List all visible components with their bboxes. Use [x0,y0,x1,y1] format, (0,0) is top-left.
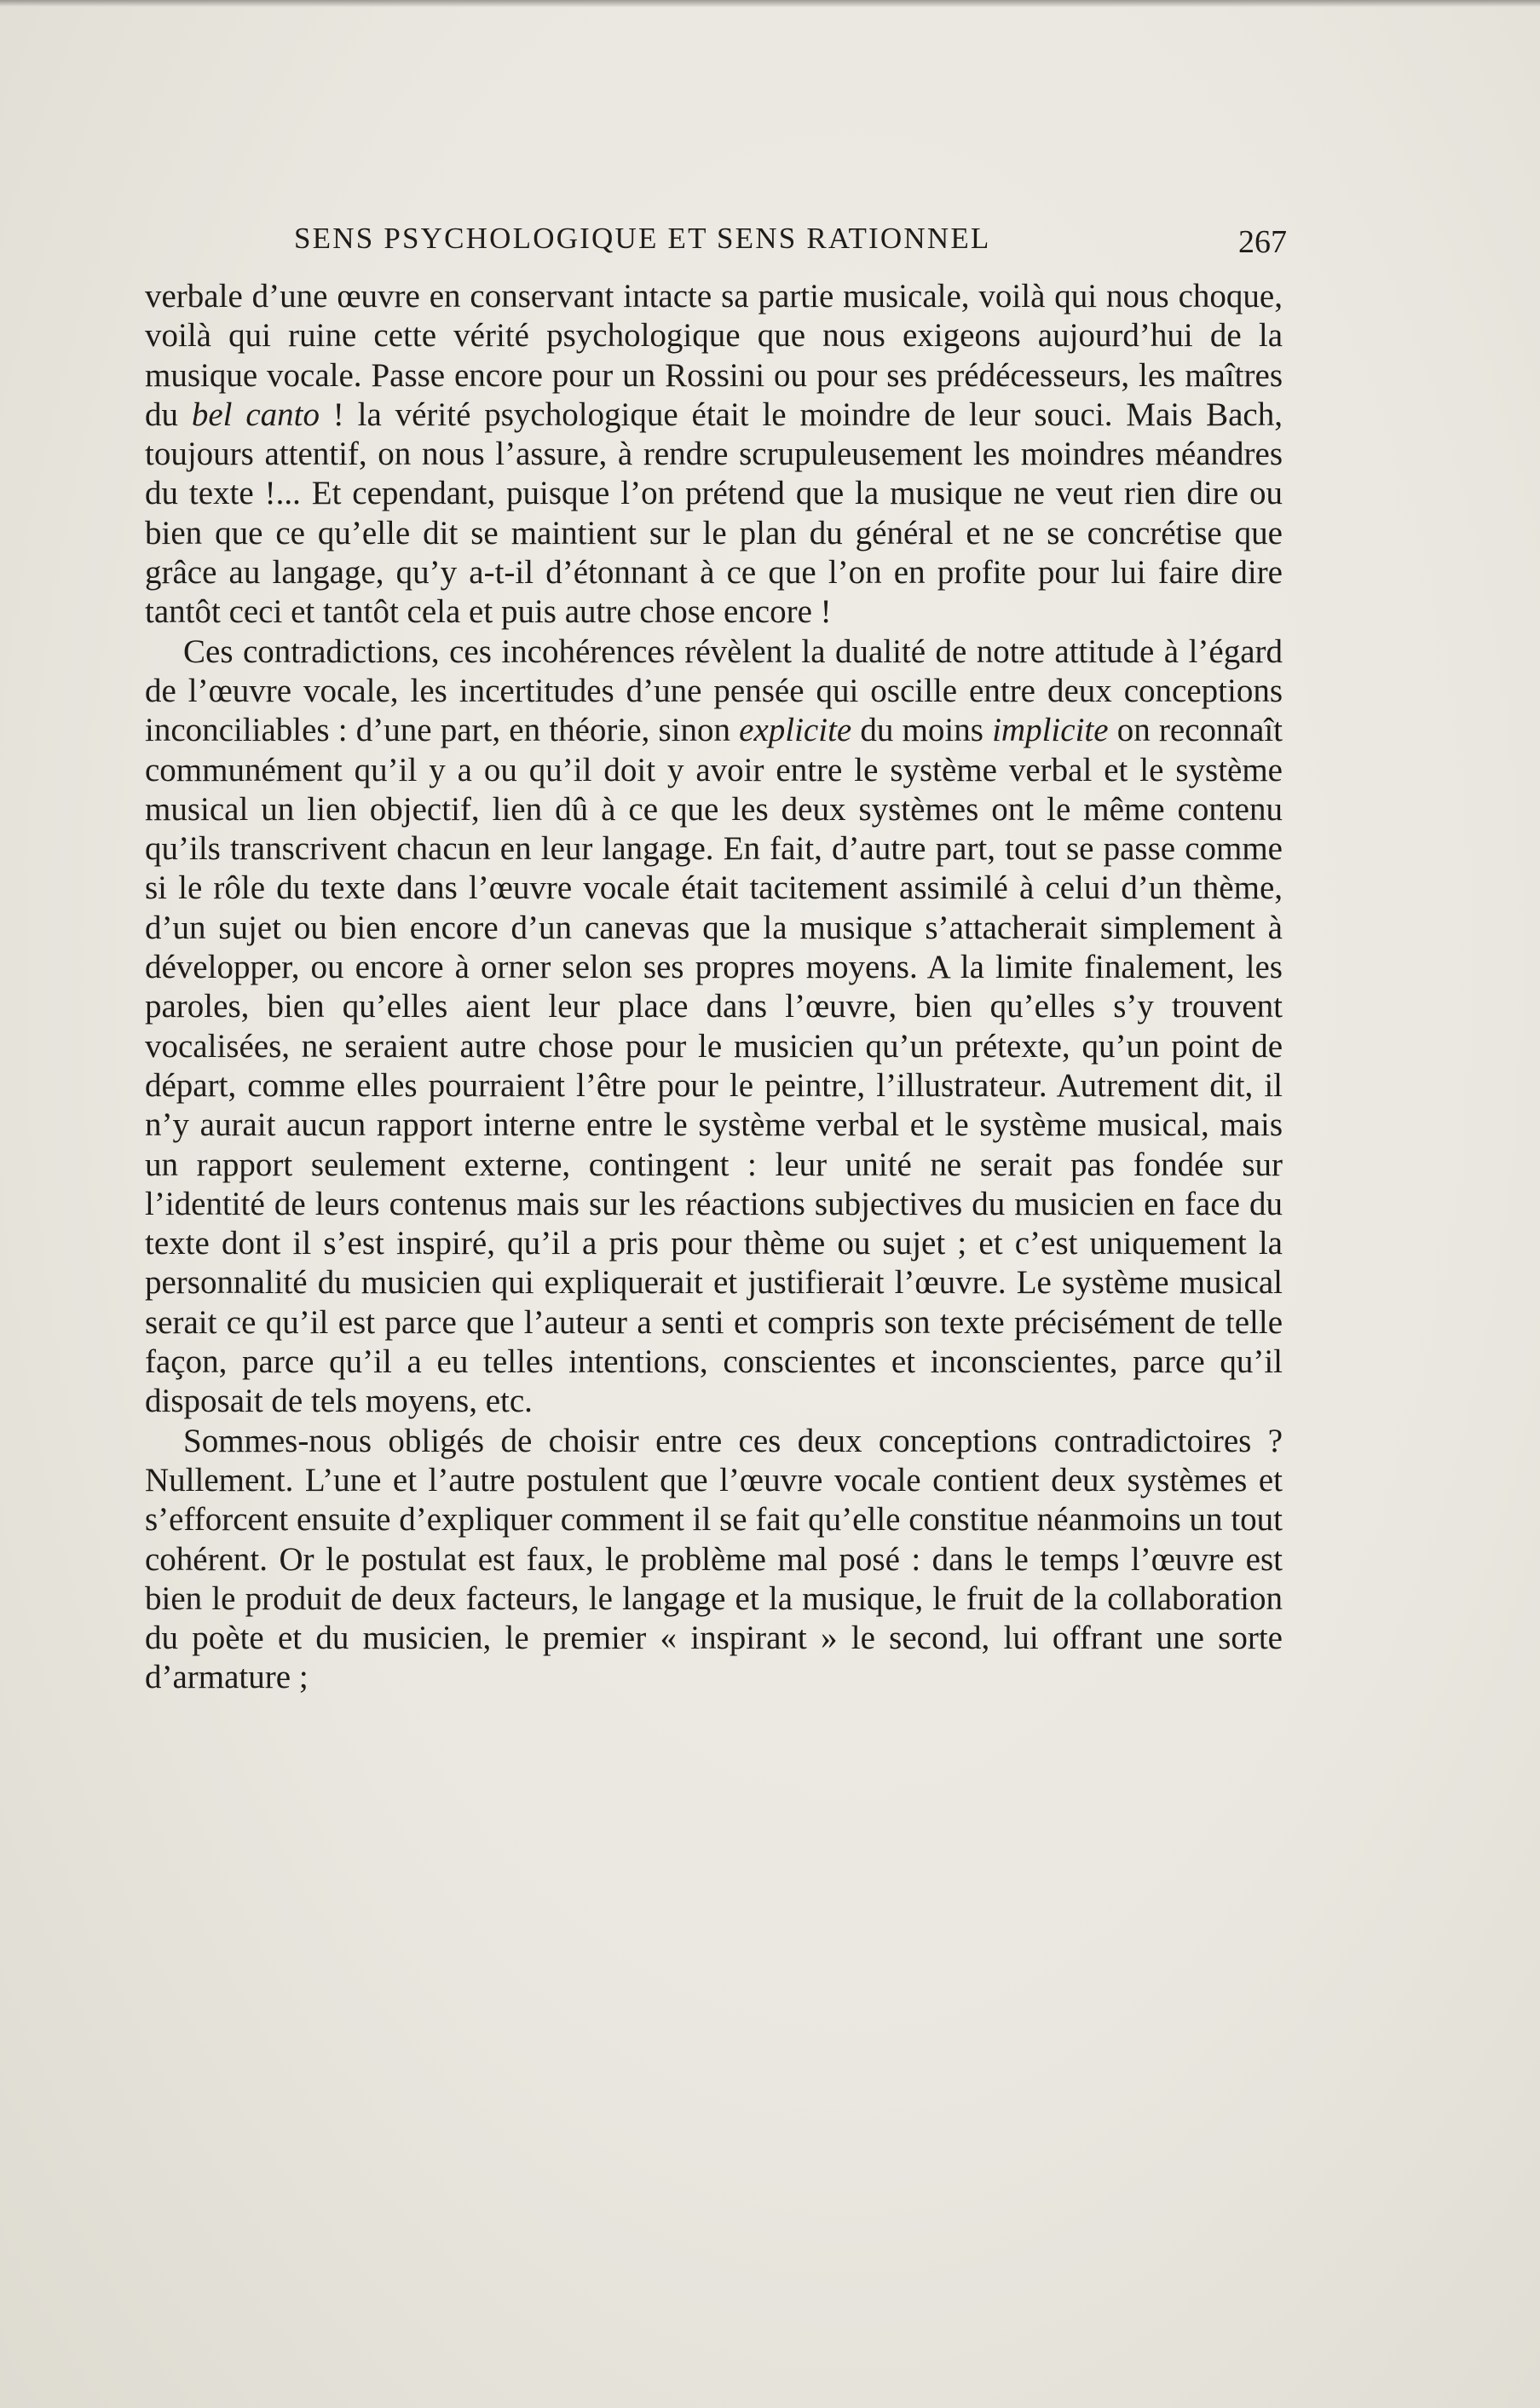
paragraph-2-italic-implicite: implicite [992,712,1109,749]
page-number: 267 [1238,224,1287,260]
body-text [145,277,1283,1698]
paragraph-1-italic-bel-canto: bel canto [191,396,320,433]
paragraph-3-text: Sommes-nous obligés de choisir entre ces deux conceptions contradictoires ? Nullement. L’une et l’autre postulent que l’œuvre vocale contient deux systèmes et s’efforcent ensuite d’expliquer comment il se fait qu’elle constitue néanmoins un tout cohérent. Or le postulat est faux, le problème mal posé : dans le temps l’œuvre est bien le produit de deux facteurs, le langage et la musique, le fruit de la collaboration du poète et du musicien, le premier « inspirant » le second, lui offrant une sorte d’armature ; [145,1422,1283,1696]
paragraph-3 [145,1422,1283,1698]
running-title: SENS PSYCHOLOGIQUE ET SENS RATIONNEL [294,222,991,255]
paragraph-1-text-b: ! la vérité psychologique était le moindre de leur souci. Mais Bach, toujours attentif, on nous l’assure, à rendre scrupuleusement les moindres méandres du texte !... Et cependant, puisque l’on prétend que la musique ne veut rien dire ou bien que ce qu’elle dit se maintient sur le plan du général et ne se concrétise que grâce au langage, qu’y a-t-il d’étonnant à ce que l’on en profite pour lui faire dire tantôt ceci et tantôt cela et puis autre chose encore ! [145,396,1283,631]
paragraph-2-text-a: Ces contradictions, ces incohérences révèlent la dualité de notre attitude à l’égard de l’œuvre vocale, les incertitudes d’une pensée qui oscille entre deux conceptions inconciliables : d’une part, en théorie, sinon [145,632,1283,749]
paragraph-2-italic-explicite: explicite [739,712,852,749]
paragraph-2-text-c: on reconnaît communément qu’il y a ou qu’il doit y avoir entre le système verbal et le système musical un lien objectif, lien dû à ce que les deux systèmes ont le même contenu qu’ils transcrivent chacun en leur langage. En fait, d’autre part, tout se passe comme si le rôle du texte dans l’œuvre vocale était tacitement assimilé à celui d’un thème, d’un sujet ou bien encore d’un canevas que la musique s’attacherait simplement à développer, ou encore à orner selon ses propres moyens. A la limite finalement, les paroles, bien qu’elles aient leur place dans l’œuvre, bien qu’elles s’y trouvent vocalisées, ne seraient autre chose pour le musicien qu’un prétexte, qu’un point de départ, comme elles pourraient l’être pour le peintre, l’illustrateur. Autrement dit, il n’y aurait aucun rapport interne entre le système verbal et le système musical, mais un rapport seulement externe, contingent : leur unité ne serait pas fondée sur l’identité de leurs contenus mais sur les réactions subjectives du musicien en face du texte dont il s’est inspiré, qu’il a pris pour thème ou sujet ; et c’est uniquement la personnalité du musicien qui expliquerait et justifierait l’œuvre. Le système musical serait ce qu’il est parce que l’auteur a senti et compris son texte précisément de telle façon, parce qu’il a eu telles intentions, conscientes et inconscientes, parce qu’il disposait de tels moyens, etc. [145,712,1283,1420]
page-top-edge [0,0,1540,7]
paragraph-1-text-a: verbale d’une œuvre en conservant intacte sa partie musicale, voilà qui nous choque, voilà qui ruine cette vérité psychologique que nous exigeons aujourd’hui de la musique vocale. Passe encore pour un Rossini ou pour ses prédécesseurs, les maîtres du [145,278,1283,433]
running-header [294,217,1287,260]
paragraph-2-text-b: du moins [851,712,993,749]
paragraph-1 [145,277,1283,632]
paragraph-2 [145,632,1283,1422]
